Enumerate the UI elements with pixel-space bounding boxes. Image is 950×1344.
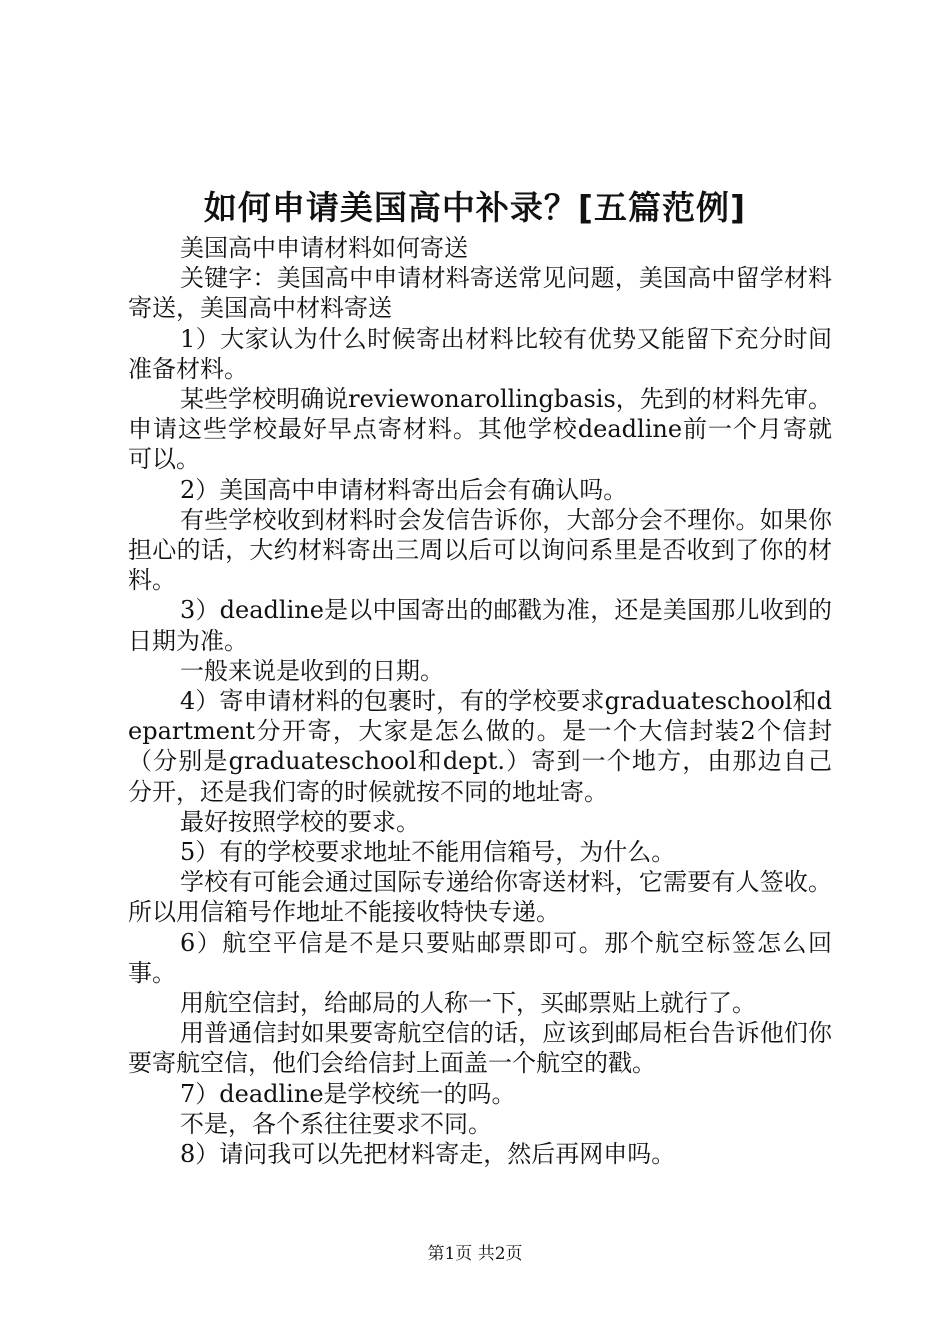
paragraph: 关键字：美国高中申请材料寄送常见问题，美国高中留学材料寄送，美国高中材料寄送 [128,264,832,323]
paragraph: 不是，各个系往往要求不同。 [180,1109,492,1138]
paragraph: 用普通信封如果要寄航空信的话，应该到邮局柜台告诉他们你要寄航空信，他们会给信封上面盖一个航空的戳。 [128,1019,832,1078]
paragraph: 1）大家认为什么时候寄出材料比较有优势又能留下充分时间准备材料。 [128,324,832,383]
paragraph: 用航空信封，给邮局的人称一下，买邮票贴上就行了。 [180,989,756,1018]
page-number-footer: 第1页 共2页 [427,1244,523,1264]
paragraph: 5）有的学校要求地址不能用信箱号，为什么。 [180,838,676,867]
paragraph: 2）美国高中申请材料寄出后会有确认吗。 [180,475,628,504]
paragraph: 学校有可能会通过国际专递给你寄送材料，它需要有人签收。所以用信箱号作地址不能接收特快专递。 [128,868,832,927]
paragraph: 最好按照学校的要求。 [180,807,420,836]
document-body [128,233,832,1169]
paragraph: 3）deadline是以中国寄出的邮戳为准，还是美国那儿收到的日期为准。 [128,596,832,655]
paragraph: 一般来说是收到的日期。 [180,656,444,685]
paragraph: 7）deadline是学校统一的吗。 [180,1079,516,1108]
paragraph: 4）寄申请材料的包裹时，有的学校要求graduateschool和department分开寄，大家是怎么做的。是一个大信封装2个信封（分别是graduateschool和dept.）寄到一个地方，由那边自己分开，还是我们寄的时候就按不同的地址寄。 [128,687,832,806]
paragraph: 有些学校收到材料时会发信告诉你，大部分会不理你。如果你担心的话，大约材料寄出三周以后可以询问系里是否收到了你的材料。 [128,505,832,595]
paragraph: 美国高中申请材料如何寄送 [180,234,468,262]
paragraph: 6）航空平信是不是只要贴邮票即可。那个航空标签怎么回事。 [128,928,832,987]
paragraph: 8）请问我可以先把材料寄走，然后再网申吗。 [180,1140,676,1169]
document-title: 如何申请美国高中补录？[五篇范例] [203,188,747,227]
paragraph: 某些学校明确说reviewonarollingbasis，先到的材料先审。申请这些学校最好早点寄材料。其他学校deadline前一个月寄就可以。 [128,385,832,474]
